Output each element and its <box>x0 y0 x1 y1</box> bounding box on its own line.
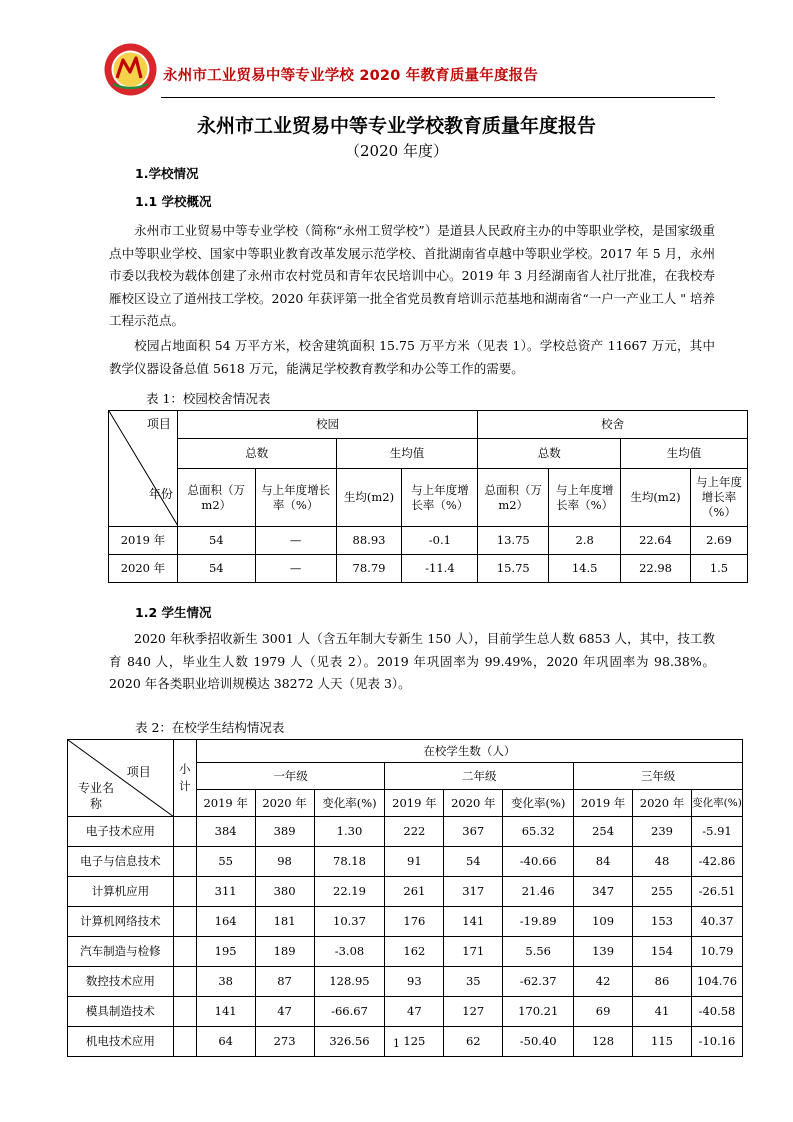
table2-col-change: 变化率(%) <box>691 790 742 817</box>
table2-grade-1: 一年级 <box>196 763 385 790</box>
table-cell: 128.95 <box>314 967 385 997</box>
table-cell: 98 <box>255 847 314 877</box>
table-row <box>68 817 743 847</box>
table-cell: 78.79 <box>336 555 402 583</box>
table-cell: 164 <box>196 907 255 937</box>
table1-col-area: 总面积（万 m2） <box>177 469 255 527</box>
table1-corner-item: 项目 <box>146 417 171 431</box>
table1-year: 2020 年 <box>109 555 178 583</box>
table-cell: 311 <box>196 877 255 907</box>
table-cell: 65.32 <box>503 817 574 847</box>
table-cell: 22.19 <box>314 877 385 907</box>
table2-col-2019: 2019 年 <box>196 790 255 817</box>
table-cell: 139 <box>574 937 633 967</box>
table-cell: 273 <box>255 1027 314 1057</box>
table2-grade-2: 二年级 <box>385 763 574 790</box>
table-cell: -42.86 <box>691 847 742 877</box>
table-cell: 171 <box>444 937 503 967</box>
table-cell: 10.37 <box>314 907 385 937</box>
table-cell: 153 <box>633 907 692 937</box>
table-cell: -26.51 <box>691 877 742 907</box>
table2-subtotal-cell <box>173 817 196 847</box>
table2-subtotal-cell <box>173 937 196 967</box>
table-cell: 86 <box>633 967 692 997</box>
table-cell: 54 <box>177 555 255 583</box>
table2-col-2020: 2020 年 <box>633 790 692 817</box>
table-cell: 64 <box>196 1027 255 1057</box>
table-cell: 317 <box>444 877 503 907</box>
table1-group-building: 校舍 <box>478 411 748 439</box>
table-cell: 141 <box>196 997 255 1027</box>
table-cell: -0.1 <box>402 527 478 555</box>
table-cell: 239 <box>633 817 692 847</box>
table1-col-growth: 与上年度增长率（%） <box>402 469 478 527</box>
table2-grade-3: 三年级 <box>574 763 743 790</box>
table-cell: 195 <box>196 937 255 967</box>
table-cell: 261 <box>385 877 444 907</box>
paragraph-text: 校园占地面积 54 万平方米，校舍建筑面积 15.75 万平方米（见表 1）。学校总资产 11667 万元，其中教学仪器设备总值 5618 万元，能满足学校教育教学和办公等工作的需要。 <box>109 338 715 376</box>
paragraph-student-situation <box>109 628 715 696</box>
table1-group-campus: 校园 <box>177 411 477 439</box>
table-row <box>109 555 748 583</box>
table-cell: 222 <box>385 817 444 847</box>
table-cell: 22.98 <box>621 555 691 583</box>
table-cell: 162 <box>385 937 444 967</box>
table1-sub-total: 总数 <box>478 439 621 469</box>
table-cell: 181 <box>255 907 314 937</box>
table-cell: 127 <box>444 997 503 1027</box>
table2-major-name: 机电技术应用 <box>68 1027 174 1057</box>
document-subtitle: （2020 年度） <box>345 142 448 160</box>
table-cell: 141 <box>444 907 503 937</box>
table-cell: 115 <box>633 1027 692 1057</box>
table-cell: -66.67 <box>314 997 385 1027</box>
table2-body <box>68 817 743 1057</box>
table1-col-area: 总面积（万 m2） <box>478 469 549 527</box>
table-cell: 326.56 <box>314 1027 385 1057</box>
table-cell: 254 <box>574 817 633 847</box>
table-cell: — <box>255 527 336 555</box>
table-cell: 5.56 <box>503 937 574 967</box>
table1-sub-per: 生均值 <box>621 439 748 469</box>
table-cell: 21.46 <box>503 877 574 907</box>
table-cell: 1.5 <box>690 555 747 583</box>
table-cell: — <box>255 555 336 583</box>
table-cell: 125 <box>385 1027 444 1057</box>
table2-subtotal: 小计 <box>173 740 196 817</box>
paragraph-school-overview <box>109 220 715 333</box>
section-heading-1-2: 1.2 学生情况 <box>135 605 212 620</box>
table-row <box>68 877 743 907</box>
table-cell: 15.75 <box>478 555 549 583</box>
table2-caption: 表 2：在校学生结构情况表 <box>135 720 285 735</box>
campus-building-table <box>108 410 748 583</box>
table-cell: 347 <box>574 877 633 907</box>
paragraph-text: 永州市工业贸易中等专业学校（简称“永州工贸学校”）是道县人民政府主办的中等职业学校，是国家级重点中等职业学校、国家中等职业教育改革发展示范学校、首批湖南省卓越中等职业学校。2017 年 5 月，永州市委以我校为载体创建了永州市农村党员和青年农民培训中心。2019 年 3 月经湖南省人社厅批准，在我校寿雁校区设立了道州技工学校。2020 年获评第一批全省党员教育培训示范基地和湖南省“一户一产业工人 " 培养工程示范点。 <box>109 223 715 328</box>
table-row <box>68 907 743 937</box>
paragraph-text: 2020 年秋季招收新生 3001 人（含五年制大专新生 150 人），目前学生总人数 6853 人，其中，技工教育 840 人，毕业生人数 1979 人（见表 2）。2019 年巩固率为 99.49%，2020 年巩固率为 98.38%。2020 年各类职业培训规模达 38272 人天（见表 3）。 <box>109 631 715 691</box>
header-rule <box>161 97 715 98</box>
table-cell: 13.75 <box>478 527 549 555</box>
table-cell: 2.8 <box>549 527 621 555</box>
table-cell: 38 <box>196 967 255 997</box>
table1-corner-cell <box>109 411 178 527</box>
header-title: 永州市工业贸易中等专业学校 2020 年教育质量年度报告 <box>163 68 539 84</box>
school-emblem-icon <box>103 42 158 97</box>
section-heading-1: 1.学校情况 <box>135 166 199 181</box>
table2-corner-item: 项目 <box>126 765 151 779</box>
table-cell: 14.5 <box>549 555 621 583</box>
table2-major-name: 汽车制造与检修 <box>68 937 174 967</box>
table-row <box>68 967 743 997</box>
table-cell: 104.76 <box>691 967 742 997</box>
table2-col-2020: 2020 年 <box>255 790 314 817</box>
table-row <box>68 997 743 1027</box>
table-cell: 93 <box>385 967 444 997</box>
table-row <box>109 527 748 555</box>
table-cell: 42 <box>574 967 633 997</box>
table2-corner-major: 专业名称 <box>78 781 115 811</box>
table-cell: 54 <box>444 847 503 877</box>
table2-col-2019: 2019 年 <box>385 790 444 817</box>
table2-corner-cell <box>68 740 174 817</box>
table-cell: 91 <box>385 847 444 877</box>
table-cell: 84 <box>574 847 633 877</box>
table1-year: 2019 年 <box>109 527 178 555</box>
table-cell: -19.89 <box>503 907 574 937</box>
table-cell: 55 <box>196 847 255 877</box>
table-cell: -62.37 <box>503 967 574 997</box>
table2-col-2019: 2019 年 <box>574 790 633 817</box>
table-cell: 54 <box>177 527 255 555</box>
table-cell: 2.69 <box>690 527 747 555</box>
table2-major-name: 数控技术应用 <box>68 967 174 997</box>
table-cell: 62 <box>444 1027 503 1057</box>
table1-sub-per: 生均值 <box>336 439 478 469</box>
document-title: 永州市工业贸易中等专业学校教育质量年度报告 <box>196 115 596 137</box>
table-cell: 47 <box>385 997 444 1027</box>
table2-subtotal-cell <box>173 907 196 937</box>
table-cell: 1.30 <box>314 817 385 847</box>
table-cell: 170.21 <box>503 997 574 1027</box>
table-cell: -10.16 <box>691 1027 742 1057</box>
table-cell: 22.64 <box>621 527 691 555</box>
table1-col-growth: 与上年度增长率（%） <box>690 469 747 527</box>
table-cell: -40.58 <box>691 997 742 1027</box>
student-structure-table <box>67 739 743 1057</box>
table-cell: 389 <box>255 817 314 847</box>
section-heading-1-1: 1.1 学校概况 <box>135 194 212 209</box>
table-cell: -40.66 <box>503 847 574 877</box>
table-cell: 87 <box>255 967 314 997</box>
table2-subtotal-cell <box>173 997 196 1027</box>
table1-col-per: 生均(m2) <box>621 469 691 527</box>
table-cell: -3.08 <box>314 937 385 967</box>
table2-subtotal-cell <box>173 967 196 997</box>
table-cell: 384 <box>196 817 255 847</box>
table-cell: 69 <box>574 997 633 1027</box>
table-cell: 47 <box>255 997 314 1027</box>
table-cell: 255 <box>633 877 692 907</box>
table-row <box>68 847 743 877</box>
table1-sub-total: 总数 <box>177 439 336 469</box>
table-cell: 88.93 <box>336 527 402 555</box>
table2-col-change: 变化率(%) <box>314 790 385 817</box>
table-cell: 128 <box>574 1027 633 1057</box>
table2-major-name: 电子与信息技术 <box>68 847 174 877</box>
table-cell: 35 <box>444 967 503 997</box>
table1-col-growth: 与上年度增长率（%） <box>255 469 336 527</box>
table2-col-change: 变化率(%) <box>503 790 574 817</box>
table2-col-2020: 2020 年 <box>444 790 503 817</box>
paragraph-campus-area <box>109 335 715 380</box>
table-cell: 154 <box>633 937 692 967</box>
table-cell: 176 <box>385 907 444 937</box>
table-cell: -50.40 <box>503 1027 574 1057</box>
table-cell: 78.18 <box>314 847 385 877</box>
table2-major-name: 计算机应用 <box>68 877 174 907</box>
table-cell: 48 <box>633 847 692 877</box>
table-cell: 380 <box>255 877 314 907</box>
table-row <box>68 937 743 967</box>
table-cell: 189 <box>255 937 314 967</box>
table-cell: 367 <box>444 817 503 847</box>
table1-col-per: 生均(m2) <box>336 469 402 527</box>
table2-subtotal-cell <box>173 847 196 877</box>
table-cell: 109 <box>574 907 633 937</box>
table1-corner-year: 年份 <box>148 487 173 501</box>
table2-group-title: 在校学生数（人） <box>196 740 742 763</box>
table-cell: 10.79 <box>691 937 742 967</box>
table2-major-name: 计算机网络技术 <box>68 907 174 937</box>
table2-major-name: 模具制造技术 <box>68 997 174 1027</box>
table-cell: 40.37 <box>691 907 742 937</box>
page-header <box>103 42 713 100</box>
table-cell: -5.91 <box>691 817 742 847</box>
table2-subtotal-cell <box>173 877 196 907</box>
table1-caption: 表 1：校园校舍情况表 <box>146 391 271 406</box>
page-number: 1 <box>393 1037 400 1050</box>
table1-col-growth: 与上年度增长率（%） <box>549 469 621 527</box>
table-cell: -11.4 <box>402 555 478 583</box>
table-cell: 41 <box>633 997 692 1027</box>
table2-major-name: 电子技术应用 <box>68 817 174 847</box>
